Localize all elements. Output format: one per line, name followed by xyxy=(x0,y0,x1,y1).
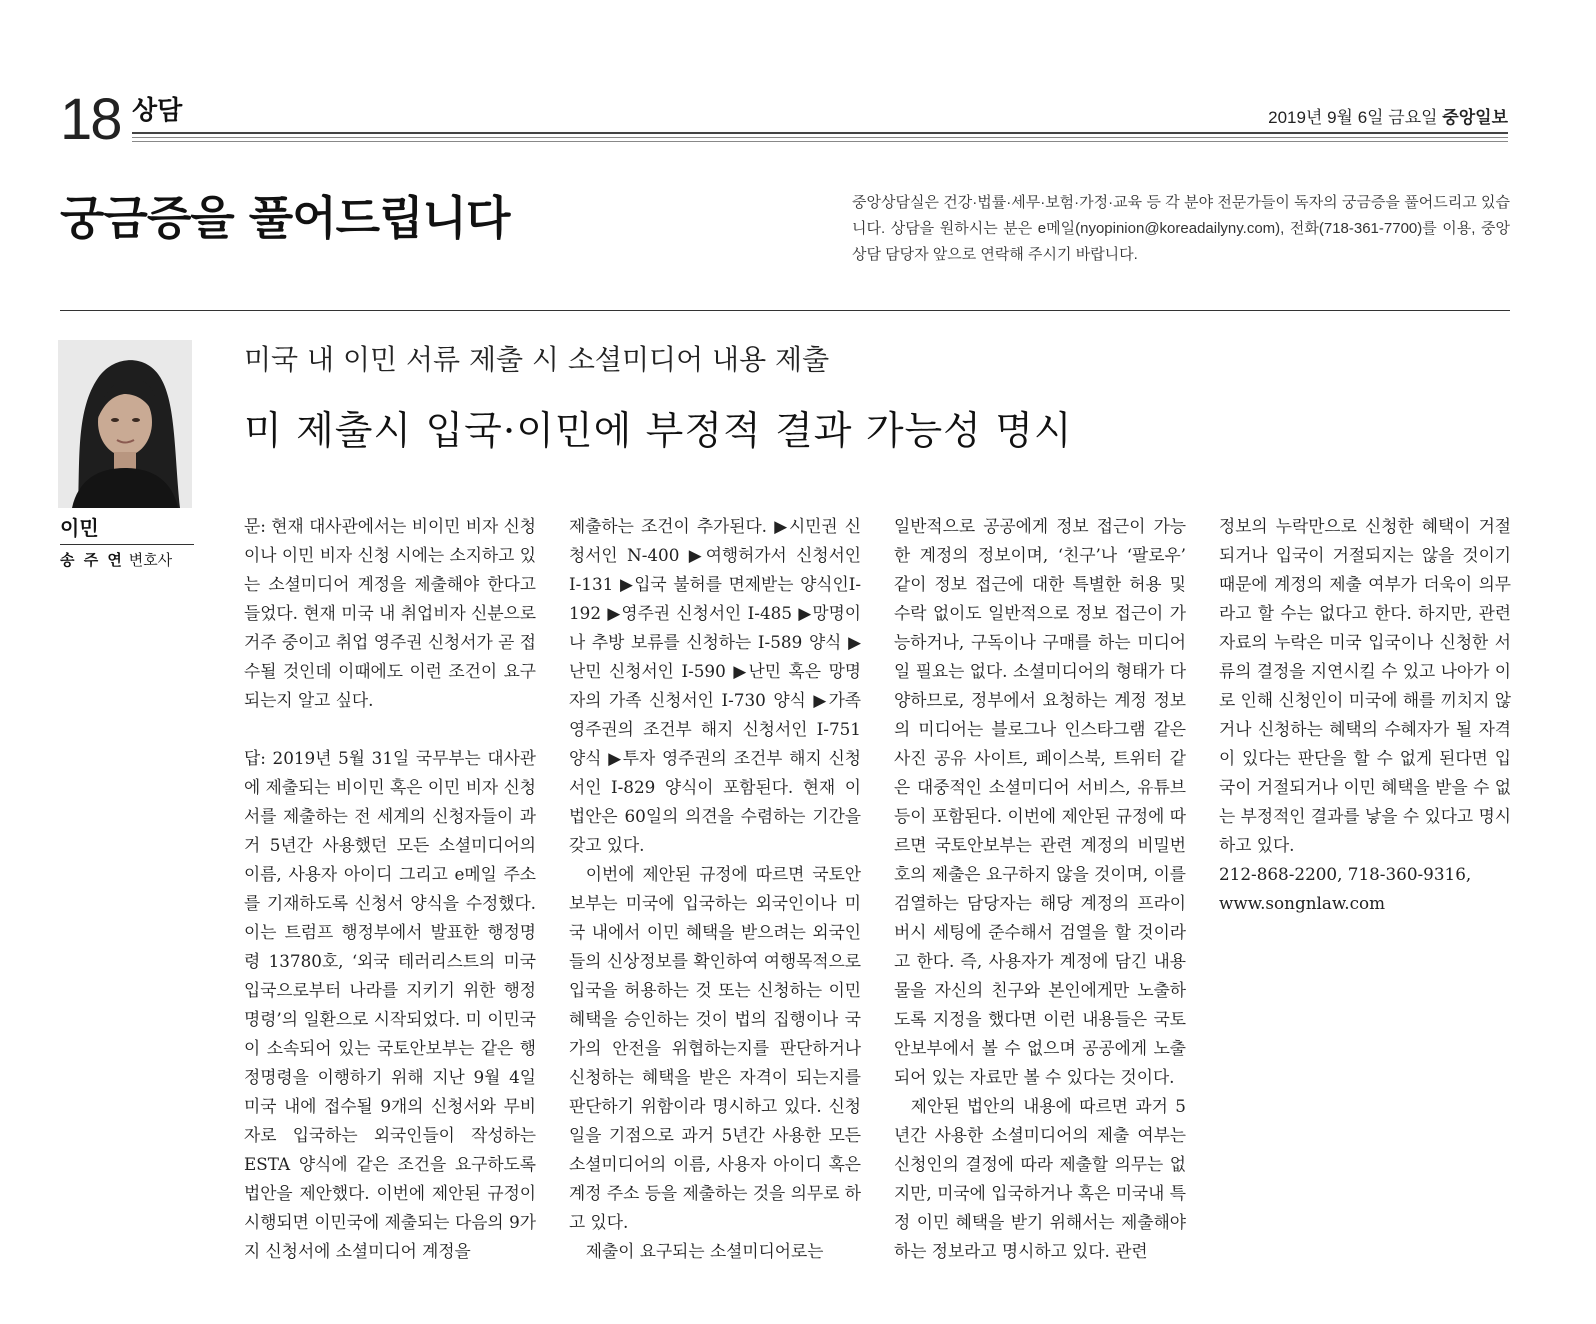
answer-paragraph-2: 이번에 제안된 규정에 따르면 국토안보부는 미국에 입국하는 외국인이나 미국 내에서 이민 혜택을 받으려는 외국인들의 신상정보를 확인하여 여행목적으로 입국을 허용하는 것 또는 신청하는 이민 혜택을 승인하는 것이 법의 집행이나 국가의 안전을 위협하는지를 판단하거나 신청하는 혜택을 받은 자격이 되는지를 판단하기 위함이라 명시하고 있다. 신청일을 기점으로 과거 5년간 사용한 모든 소셜미디어의 이름, 사용자 아이디 혹은 계정 주소 등을 제출하는 것을 의무로 하고 있다. xyxy=(569,864,861,1232)
issue-date: 2019년 9월 6일 금요일 xyxy=(1268,108,1438,127)
answer-paragraph-1: 답: 2019년 5월 31일 국무부는 대사관에 제출되는 비이민 혹은 이민 비자 신청서를 제출하는 전 세계의 신청자들이 과거 5년간 사용했던 모든 소셜미디어의 이름, 사용자 아이디 그리고 e메일 주소를 기재하도록 신청서 양식을 수정했다. 이는 트럼프 행정부에서 발표한 행정명령 13780호, ‘외국 테러리스트의 미국 입국으로부터 나라를 지키기 위한 행정명령’의 일환으로 시작되었다. 미 이민국이 소속되어 있는 국토안보부는 같은 행정명령을 이행하기 위해 지난 9월 4일 미국 내에 접수될 9개의 신청서와 무비자로 입국하는 외국인들이 작성하는 ESTA 양식에 같은 조건을 요구하도록 법안을 제안했다. 이번에 제안된 규정이 시행되면 이민국에 제출되는 다음의 9가지 신청서에 소셜미디어 계정을 xyxy=(244,748,536,1261)
author-photo xyxy=(58,340,192,508)
author-byline xyxy=(60,549,172,571)
article-column-3 xyxy=(894,512,1186,1266)
answer-paragraph-4: 제안된 법안의 내용에 따르면 과거 5년간 사용한 소셜미디어의 제출 여부는 신청인의 결정에 따라 제출할 의무는 없지만, 미국에 입국하거나 혹은 미국내 특정 이민 혜택을 받기 위해서는 제출해야 하는 정보라고 명시하고 있다. 관련 xyxy=(894,1096,1186,1261)
section-label: 상담 xyxy=(132,96,183,126)
newspaper-name: 중앙일보 xyxy=(1442,108,1508,128)
section-title: 궁금증을 풀어드립니다 xyxy=(60,191,510,245)
page-number: 18 xyxy=(60,87,121,152)
article-headline: 미 제출시 입국·이민에 부정적 결과 가능성 명시 xyxy=(244,409,1073,454)
dateline xyxy=(1268,107,1508,129)
author-rule xyxy=(60,544,194,545)
answer-paragraph-1-cont: 제출하는 조건이 추가된다. ▶시민권 신청서인 N-400 ▶여행허가서 신청서인 I-131 ▶입국 불허를 면제받는 양식인I-192 ▶영주권 신청서인 I-485 ▶망명이나 추방 보류를 신청하는 I-589 양식 ▶난민 신청서인 I-590 ▶난민 혹은 망명자의 가족 신청서인 I-730 양식 ▶가족 영주권의 조건부 해지 신청서인 I-751 양식 ▶투자 영주권의 조건부 해지 신청서인 I-829 양식이 포함된다. 현재 이 법안은 60일의 의견을 수렴하는 기간을 갖고 있다. xyxy=(569,516,861,855)
header-rule-thin xyxy=(132,137,1508,138)
answer-paragraph-4-cont: 정보의 누락만으로 신청한 혜택이 거절되거나 입국이 거절되지는 않을 것이기 때문에 계정의 제출 여부가 더욱이 의무라고 할 수는 없다고 한다. 하지만, 관련 자료의 누락은 미국 입국이나 신청한 서류의 결정을 지연시킬 수 있고 나아가 이로 인해 신청인이 미국에 해를 끼치지 않거나 신청하는 혜택의 수혜자가 될 자격이 있다는 판단을 할 수 없게 된다면 입국이 거절되거나 이민 혜택을 받을 수 없는 부정적인 결과를 낳을 수 있다고 명시하고 있다. xyxy=(1219,516,1511,855)
article-column-4 xyxy=(1219,512,1511,918)
author-portrait xyxy=(58,340,192,508)
article-subhead: 미국 내 이민 서류 제출 시 소셜미디어 내용 제출 xyxy=(244,343,830,376)
section-divider xyxy=(60,310,1510,311)
article-column-1 xyxy=(244,512,536,1266)
author-category: 이민 xyxy=(60,516,99,540)
section-intro: 중앙상담실은 건강·법률·세무·보험·가정·교육 등 각 분야 전문가들이 독자의 궁금증을 풀어드리고 있습니다. 상담을 원하시는 분은 e메일(nyopinion@koreadailyny.com), 전화(718-361-7700)를 이용, 중앙상담 담당자 앞으로 연락해 주시기 바랍니다. xyxy=(852,194,1510,263)
author-name: 송 주 연 xyxy=(60,551,124,569)
paragraph-gap xyxy=(244,715,536,744)
contact-phone: 212-868-2200, 718-360-9316, xyxy=(1219,864,1472,884)
answer-paragraph-3-cont: 일반적으로 공공에게 정보 접근이 가능한 계정의 정보이며, ‘친구’나 ‘팔로우’ 같이 정보 접근에 대한 특별한 허용 및 수락 없이도 일반적으로 정보 접근이 가능하거나, 구독이나 구매를 하는 미디어일 필요는 없다. 소셜미디어의 형태가 다양하므로, 정부에서 요청하는 계정 정보의 미디어는 블로그나 인스타그램 같은 사진 공유 사이트, 페이스북, 트위터 같은 대중적인 소셜미디어 서비스, 유튜브 등이 포함된다. 이번에 제안된 규정에 따르면 국토안보부는 관련 계정의 비밀번호의 제출은 요구하지 않을 것이며, 이를 검열하는 담당자는 해당 계정의 프라이버시 세팅에 준수해서 검열을 할 것이라고 한다. 즉, 사용자가 계정에 담긴 내용물을 자신의 친구와 본인에게만 노출하도록 지정을 했다면 이런 내용들은 국토안보부에서 볼 수 없으며 공공에게 노출되어 있는 자료만 볼 수 있다는 것이다. xyxy=(894,516,1186,1087)
header-rule-thin-2 xyxy=(132,141,1508,142)
article-column-2 xyxy=(569,512,861,1266)
contact-website: www.songnlaw.com xyxy=(1219,893,1385,913)
answer-paragraph-3: 제출이 요구되는 소셜미디어로는 xyxy=(585,1241,824,1261)
question-paragraph: 문: 현재 대사관에서는 비이민 비자 신청이나 이민 비자 신청 시에는 소지하고 있는 소셜미디어 계정을 제출해야 한다고 들었다. 현재 미국 내 취업비자 신분으로 거주 중이고 취업 영주권 신청서가 곧 접수될 것인데 이때에도 이런 조건이 요구되는지 알고 싶다. xyxy=(244,516,536,710)
header-rule xyxy=(132,132,1508,134)
author-title: 변호사 xyxy=(128,551,173,569)
